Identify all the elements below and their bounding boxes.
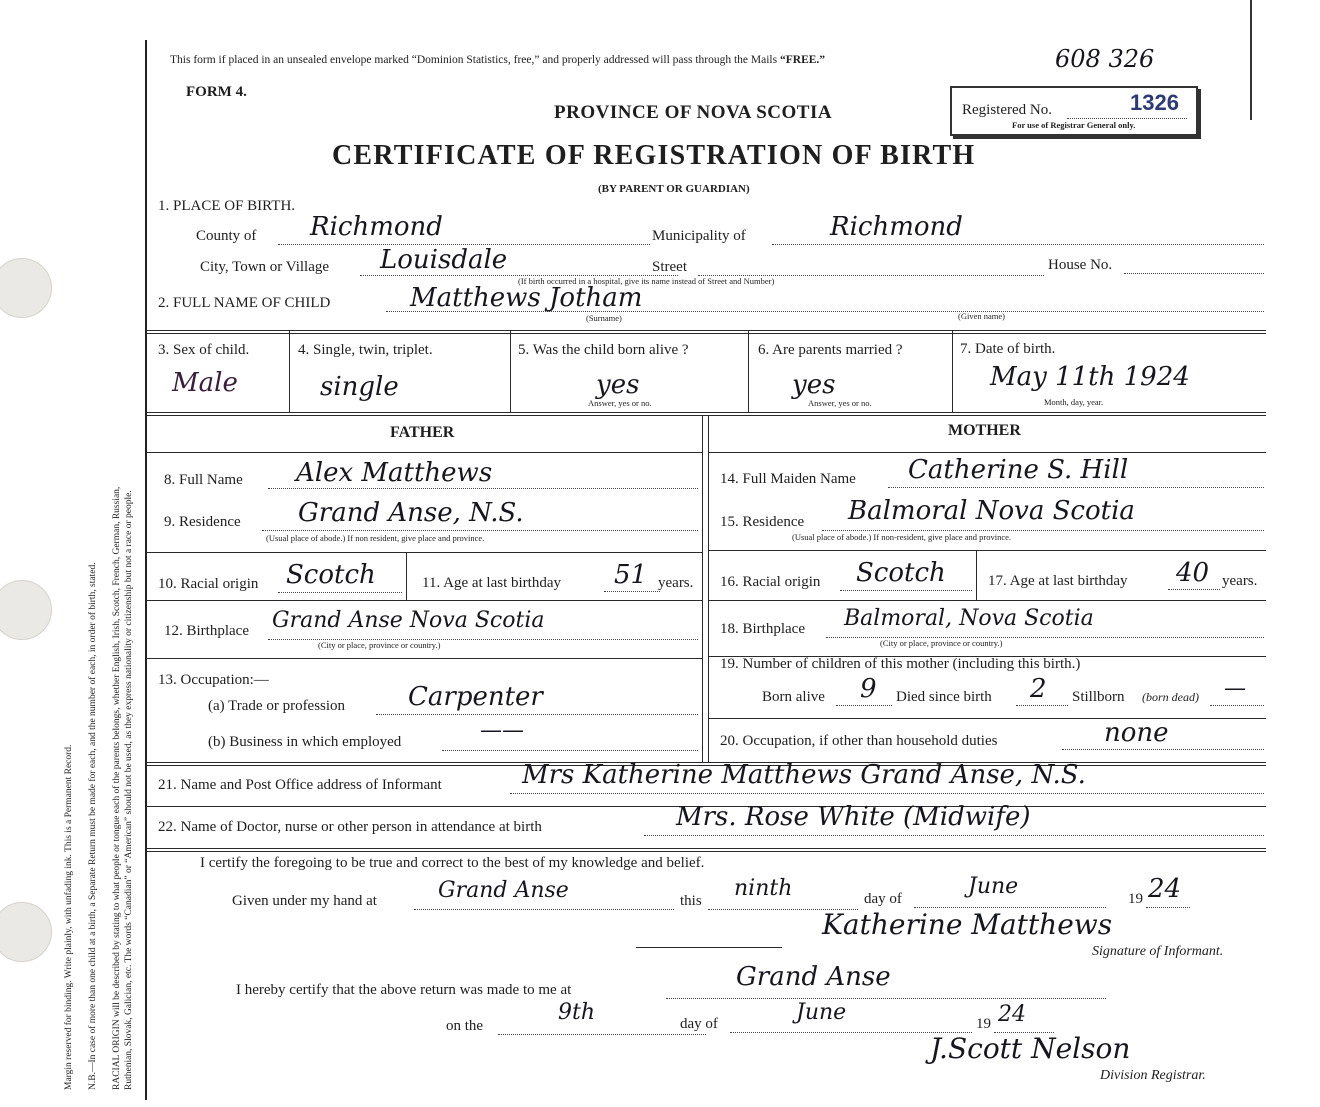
father-race-value: Scotch xyxy=(286,560,376,590)
father-trade-value: Carpenter xyxy=(408,682,543,712)
certificate-subtitle: (BY PARENT OR GUARDIAN) xyxy=(598,183,750,195)
mother-race-label: 16. Racial origin xyxy=(720,574,821,590)
father-birthplace-note: (City or place, province or country.) xyxy=(318,640,441,650)
stillborn-label: Stillborn xyxy=(1072,689,1125,705)
born-alive-count-label: Born alive xyxy=(762,689,825,705)
city-value: Louisdale xyxy=(380,245,508,275)
margin-note-4: Ruthenian, Slovak, Galician, etc. The words “Canadian” or “American” should not be used, as they express nationality or citizenship but not a race or people. xyxy=(124,490,134,1090)
mother-name-value: Catherine S. Hill xyxy=(908,455,1129,485)
father-residence-value: Grand Anse, N.S. xyxy=(298,498,524,528)
father-years: years. xyxy=(658,575,694,591)
plurality-label: 4. Single, twin, triplet. xyxy=(298,342,433,358)
given-under-hand-label: Given under my hand at xyxy=(232,893,377,909)
on-the-label: on the xyxy=(446,1018,484,1034)
mail-note xyxy=(170,54,825,66)
mother-heading: MOTHER xyxy=(948,422,1021,439)
return-place-value: Grand Anse xyxy=(736,962,891,992)
father-age-label: 11. Age at last birthday xyxy=(422,575,561,591)
parents-married-label: 6. Are parents married ? xyxy=(758,342,903,358)
date-of-birth-note: Month, day, year. xyxy=(1044,397,1104,407)
father-business-value: —— xyxy=(480,718,524,743)
registered-value: 1326 xyxy=(1130,90,1179,115)
return-year-prefix: 19 xyxy=(976,1016,991,1032)
mother-residence-value: Balmoral Nova Scotia xyxy=(848,496,1135,526)
informant-signature-label: Signature of Informant. xyxy=(1092,944,1224,959)
form-number: FORM 4. xyxy=(186,84,247,100)
surname-note: (Surname) xyxy=(586,313,622,323)
this-label: this xyxy=(680,893,702,909)
doctor-label: 22. Name of Doctor, nurse or other person in attendance at birth xyxy=(158,819,542,835)
father-heading: FATHER xyxy=(390,424,455,441)
mother-name-label: 14. Full Maiden Name xyxy=(720,471,856,487)
born-alive-count-value: 9 xyxy=(860,674,877,704)
return-certify-label: I hereby certify that the above return was made to me at xyxy=(236,982,572,998)
father-business-label: (b) Business in which employed xyxy=(208,734,402,750)
registrar-signature: J.Scott Nelson xyxy=(930,1032,1131,1065)
child-name-label: 2. FULL NAME OF CHILD xyxy=(158,295,331,311)
registered-box xyxy=(950,86,1198,136)
sex-label: 3. Sex of child. xyxy=(158,342,250,358)
county-value: Richmond xyxy=(310,212,443,242)
stillborn-note: (born dead) xyxy=(1142,690,1199,704)
born-alive-label: 5. Was the child born alive ? xyxy=(518,342,689,358)
certificate-title: CERTIFICATE OF REGISTRATION OF BIRTH xyxy=(332,140,976,171)
mother-occupation-value: none xyxy=(1104,718,1169,748)
registrar-note: For use of Registrar General only. xyxy=(1012,120,1136,130)
street-label: Street xyxy=(652,259,687,275)
return-month-value: June xyxy=(796,1000,847,1025)
return-day-value: 9th xyxy=(558,1000,596,1025)
margin-note-3: RACIAL ORIGIN will be described by stating to what people or tongue each of the parents belongs, whether English, Irish, Scotch, French, German, Russian, xyxy=(112,486,122,1090)
father-trade-label: (a) Trade or profession xyxy=(208,698,346,714)
parents-married-value: yes xyxy=(792,370,836,400)
stillborn-value: — xyxy=(1224,676,1246,701)
binding-hole-top xyxy=(0,258,52,318)
province-heading: PROVINCE OF NOVA SCOTIA xyxy=(554,102,833,123)
died-since-birth-value: 2 xyxy=(1030,674,1047,704)
given-place-value: Grand Anse xyxy=(438,878,569,903)
died-since-birth-label: Died since birth xyxy=(896,689,992,705)
division-registrar-label: Division Registrar. xyxy=(1100,1068,1206,1083)
given-month-value: June xyxy=(968,874,1019,899)
date-of-birth-value: May 11th 1924 xyxy=(990,362,1190,392)
given-year-prefix: 19 xyxy=(1128,891,1143,907)
house-number-label: House No. xyxy=(1048,257,1113,273)
informant-value: Mrs Katherine Matthews Grand Anse, N.S. xyxy=(522,760,1086,790)
father-birthplace-value: Grand Anse Nova Scotia xyxy=(272,608,545,633)
margin-note-2: N.B.—In case of more than one child at a birth, a Separate Return must be made for each, and the number of each, in order of birth, stated. xyxy=(88,562,98,1090)
hospital-note: (If birth occurred in a hospital, give its name instead of Street and Number) xyxy=(518,276,775,286)
mother-occupation-label: 20. Occupation, if other than household duties xyxy=(720,733,998,749)
born-alive-value: yes xyxy=(596,370,640,400)
mother-birthplace-value: Balmoral, Nova Scotia xyxy=(844,606,1094,631)
given-day-value: ninth xyxy=(734,876,793,901)
handwritten-number: 608 326 xyxy=(1055,45,1155,73)
father-residence-label: 9. Residence xyxy=(164,514,241,530)
registered-label: Registered No. xyxy=(962,102,1052,118)
sex-value: Male xyxy=(172,368,238,398)
given-name-note: (Given name) xyxy=(958,311,1005,321)
form-right-border xyxy=(1250,0,1252,120)
mother-race-value: Scotch xyxy=(856,558,946,588)
mother-children-label: 19. Number of children of this mother (including this birth.) xyxy=(720,656,1081,672)
informant-label: 21. Name and Post Office address of Informant xyxy=(158,777,442,793)
plurality-value: single xyxy=(320,372,399,402)
born-alive-note: Answer, yes or no. xyxy=(588,398,652,408)
mail-note-text: This form if placed in an unsealed envelope marked “Dominion Statistics, free,” and properly addressed will pass through the Mails xyxy=(170,54,778,66)
return-year-value: 24 xyxy=(998,1002,1026,1027)
place-of-birth-label: 1. PLACE OF BIRTH. xyxy=(158,198,296,214)
child-name-value: Matthews Jotham xyxy=(410,283,643,313)
father-name-value: Alex Matthews xyxy=(296,458,493,488)
informant-signature: Katherine Matthews xyxy=(822,908,1113,941)
mother-residence-note: (Usual place of abode.) If non-resident, give place and province. xyxy=(792,532,1012,542)
margin-note-1: Margin reserved for binding. Write plainly, with unfading ink. This is a Permanent Record. xyxy=(64,744,74,1090)
father-race-label: 10. Racial origin xyxy=(158,576,259,592)
mother-birthplace-note: (City or place, province or country.) xyxy=(880,638,1003,648)
parents-married-note: Answer, yes or no. xyxy=(808,398,872,408)
mother-birthplace-label: 18. Birthplace xyxy=(720,621,805,637)
doctor-value: Mrs. Rose White (Midwife) xyxy=(676,802,1031,832)
municipality-value: Richmond xyxy=(830,212,963,242)
city-label: City, Town or Village xyxy=(200,259,330,275)
date-of-birth-label: 7. Date of birth. xyxy=(960,341,1056,357)
municipality-label: Municipality of xyxy=(652,228,746,244)
mother-residence-label: 15. Residence xyxy=(720,514,805,530)
father-age-value: 51 xyxy=(614,560,648,590)
given-year-value: 24 xyxy=(1148,874,1182,904)
certification-statement: I certify the foregoing to be true and correct to the best of my knowledge and belief. xyxy=(200,855,705,871)
father-birthplace-label: 12. Birthplace xyxy=(164,623,249,639)
mother-years: years. xyxy=(1222,573,1258,589)
father-name-label: 8. Full Name xyxy=(164,472,243,488)
binding-hole-middle xyxy=(0,580,52,640)
day-of-label: day of xyxy=(864,891,902,907)
return-day-of-label: day of xyxy=(680,1016,718,1032)
mother-age-label: 17. Age at last birthday xyxy=(988,573,1128,589)
binding-hole-bottom xyxy=(0,902,52,962)
father-residence-note: (Usual place of abode.) If non resident, give place and province. xyxy=(266,533,485,543)
father-occupation-label: 13. Occupation:— xyxy=(158,672,269,688)
mail-free: “FREE.” xyxy=(779,54,826,66)
county-label: County of xyxy=(196,228,257,244)
mother-age-value: 40 xyxy=(1176,558,1210,588)
form-left-border xyxy=(145,40,147,1100)
